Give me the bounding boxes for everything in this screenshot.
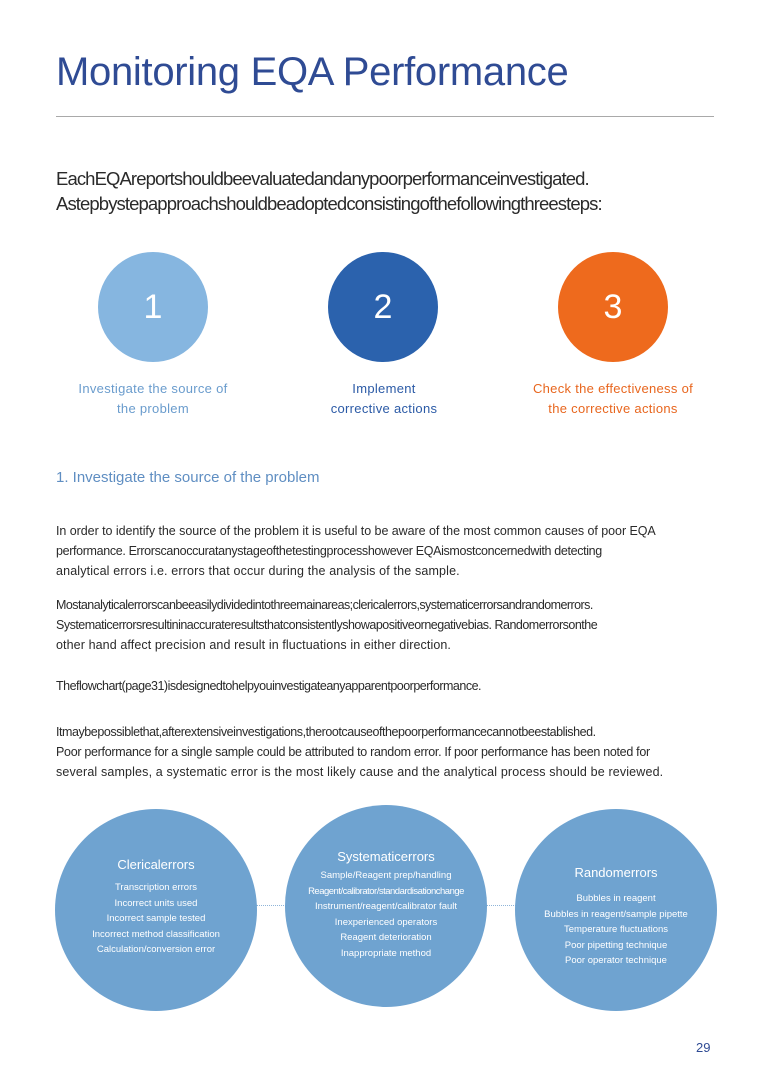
title-divider — [56, 116, 714, 117]
systematic-error-item: Inappropriate method — [340, 947, 432, 959]
connector-line — [486, 905, 516, 906]
random-error-item: Bubbles in reagent/sample pipette — [544, 908, 688, 920]
systematic-errors-title: Systematicerrors — [337, 849, 435, 864]
systematic-errors-list — [285, 868, 487, 961]
paragraph-line: In order to identify the source of the problem it is useful to be aware of the most common causes of poor EQA — [56, 524, 656, 538]
random-errors-list — [515, 891, 717, 969]
random-errors-circle — [515, 809, 717, 1011]
random-error-item: Poor pipetting technique — [564, 939, 668, 951]
paragraph-line: performance. Errorscanoccuratanystageofthetestingprocesshowever EQAismostconcernedwith detecting — [56, 544, 602, 558]
step-1-number: 1 — [143, 287, 163, 326]
step-2-label-line: corrective actions — [330, 401, 438, 416]
clerical-errors-list — [55, 880, 257, 958]
clerical-error-item: Transcription errors — [114, 882, 197, 893]
random-errors-title: Randomerrors — [574, 865, 658, 880]
systematic-errors-circle — [285, 805, 487, 1007]
step-2-number: 2 — [373, 287, 393, 326]
clerical-error-item: Calculation/conversion error — [96, 944, 216, 955]
section-heading: 1. Investigate the source of the problem — [56, 469, 320, 486]
step-3-label-line: Check the effectiveness of — [532, 381, 694, 396]
systematic-error-item: Sample/Reagent prep/handling — [320, 870, 452, 881]
systematic-error-item: Reagent deterioration — [340, 932, 432, 943]
clerical-errors-title: Clericalerrors — [117, 857, 195, 872]
paragraph-line: analytical errors i.e. errors that occur during the analysis of the sample. — [56, 564, 460, 578]
step-2-label-line: Implement — [352, 381, 416, 396]
clerical-error-item: Incorrect sample tested — [106, 913, 206, 924]
random-error-item: Temperature fluctuations — [563, 924, 669, 935]
paragraph-line: Systematicerrorsresultininaccurateresultsthatconsistentlyshowapositiveornegativebias. Randomerrorsonthe — [56, 618, 598, 632]
paragraph-root-cause — [56, 722, 716, 782]
page-title: Monitoring EQA Performance — [56, 50, 569, 94]
clerical-error-item: Incorrect units used — [114, 897, 198, 909]
systematic-error-item: Reagent/calibrator/standardisationchange — [308, 885, 464, 897]
systematic-error-item: Instrument/reagent/calibrator fault — [314, 901, 458, 912]
step-3-label — [518, 379, 708, 419]
systematic-error-item: Inexperienced operators — [334, 916, 438, 928]
paragraph-line: other hand affect precision and result in fluctuations in either direction. — [56, 638, 451, 652]
random-error-item: Bubbles in reagent — [576, 893, 656, 904]
step-1-circle — [98, 252, 208, 362]
step-3-number: 3 — [603, 287, 623, 326]
intro-line: Astepbystepapproachshouldbeadoptedconsistingofthefollowingthreesteps: — [56, 193, 602, 214]
intro-text — [56, 166, 736, 216]
step-2-circle — [328, 252, 438, 362]
step-3-label-line: the corrective actions — [548, 401, 678, 416]
step-1-label-line: Investigate the source of — [78, 381, 228, 396]
clerical-error-item: Incorrect method classification — [92, 928, 220, 940]
paragraph-line: Poor performance for a single sample could be attributed to random error. If poor performance has been noted for — [56, 745, 650, 759]
paragraph-common-causes — [56, 521, 716, 581]
paragraph-line: Itmaybepossiblethat,afterextensiveinvestigations,therootcauseofthepoorperformancecannotbeestablished. — [56, 725, 596, 739]
intro-line: EachEQAreportshouldbeevaluatedandanypoorperformanceinvestigated. — [56, 168, 589, 189]
step-2-label — [289, 379, 479, 419]
paragraph-line: several samples, a systematic error is the most likely cause and the analytical process should be reviewed. — [56, 765, 664, 779]
step-1-label-line: the problem — [117, 401, 189, 416]
paragraph-line: Mostanalyticalerrorscanbeeasilydividedintothreemainareas;clericalerrors,systematicerrorsandrandomerrors. — [56, 598, 593, 612]
page-number: 29 — [696, 1040, 711, 1055]
random-error-item: Poor operator technique — [565, 955, 667, 966]
paragraph-flowchart — [56, 676, 716, 696]
clerical-errors-circle — [55, 809, 257, 1011]
step-1-label — [58, 379, 248, 419]
paragraph-line: Theflowchart(page31)isdesignedtohelpyouinvestigateanyapparentpoorperformance. — [56, 679, 481, 693]
paragraph-error-areas — [56, 595, 716, 655]
connector-line — [256, 905, 286, 906]
step-3-circle — [558, 252, 668, 362]
